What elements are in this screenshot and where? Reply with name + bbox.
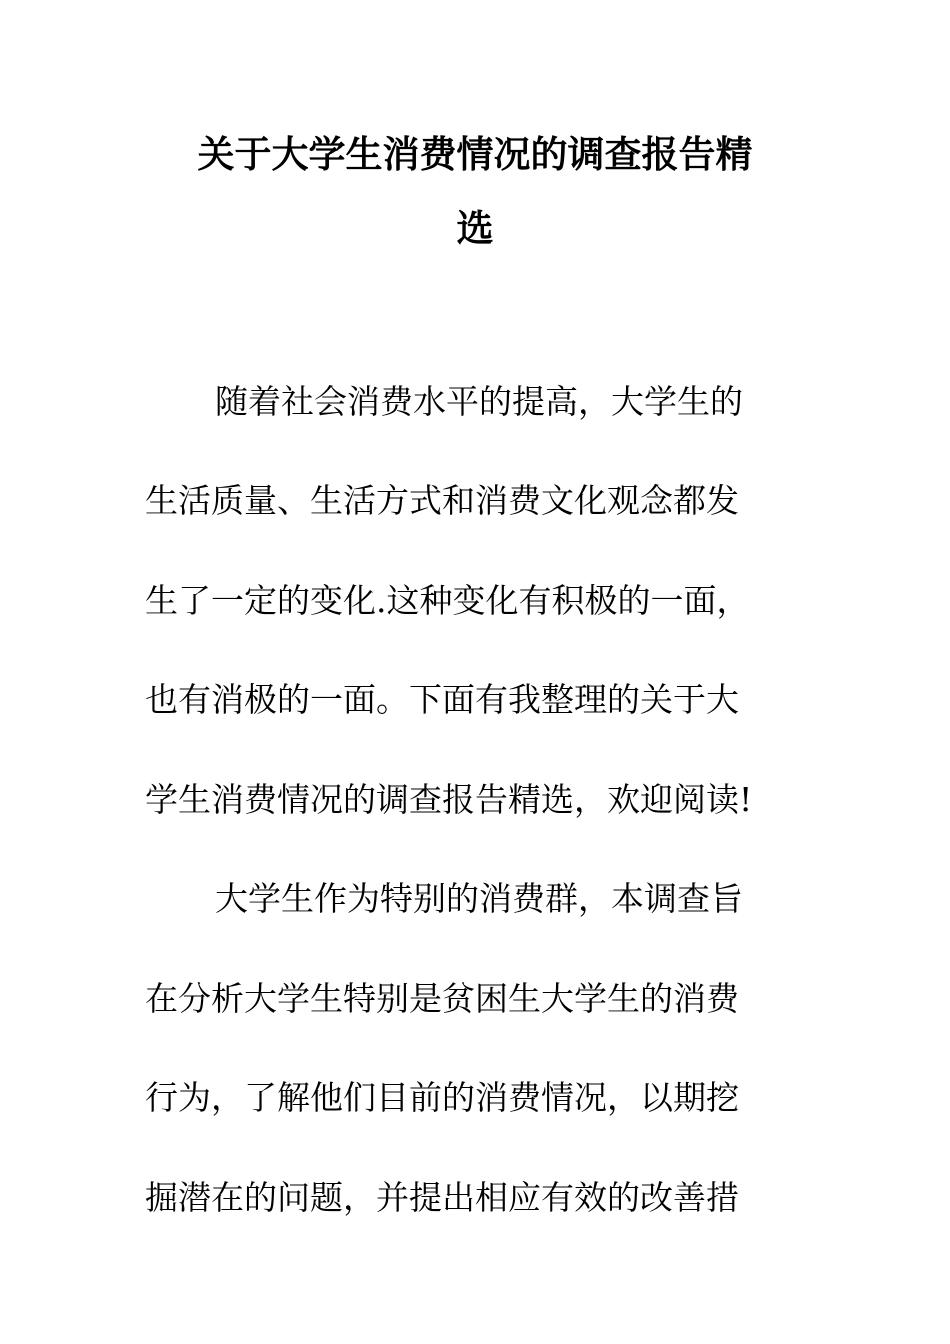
paragraph-1-line-2: 生活质量、生活方式和消费文化观念都发 [145, 481, 739, 520]
paragraph-1-line-4: 也有消极的一面。下面有我整理的关于大 [145, 680, 739, 719]
paragraph-2-line-4: 掘潜在的问题，并提出相应有效的改善措 [145, 1178, 739, 1217]
paragraph-2-line-1: 大学生作为特别的消费群，本调查旨 [215, 879, 743, 918]
paragraph-1-line-5: 学生消费情况的调查报告精选，欢迎阅读! [145, 780, 753, 819]
paragraph-2-line-2: 在分析大学生特别是贫困生大学生的消费 [145, 979, 739, 1018]
paragraph-1-line-1: 随着社会消费水平的提高，大学生的 [215, 382, 743, 421]
paragraph-2-line-3: 行为，了解他们目前的消费情况，以期挖 [145, 1078, 739, 1117]
paragraph-1-line-3: 生了一定的变化.这种变化有积极的一面， [145, 581, 750, 620]
document-title-line-2: 选 [456, 207, 494, 250]
document-title-line-1: 关于大学生消费情况的调查报告精 [197, 133, 753, 176]
